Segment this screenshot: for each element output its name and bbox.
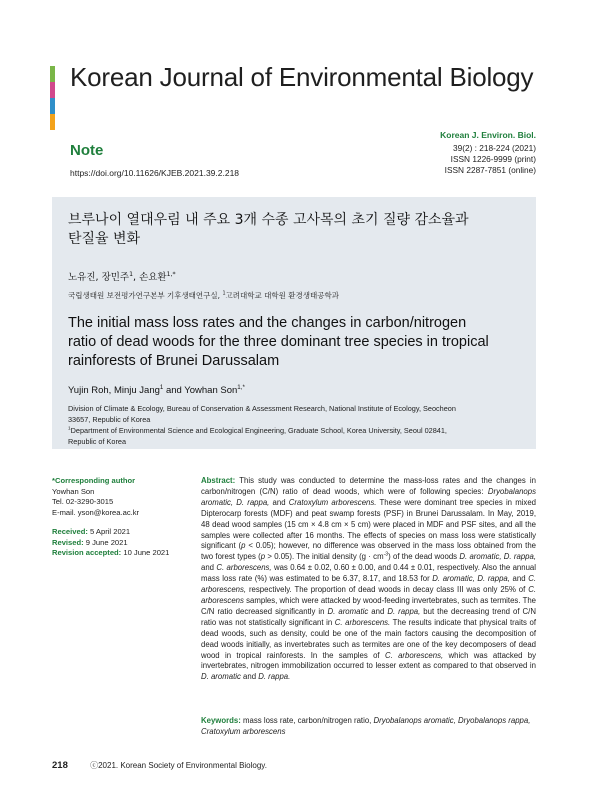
korean-title-line: 브루나이 열대우림 내 주요 3개 수종 고사목의 초기 질량 감소율과 <box>68 212 469 228</box>
revised-date <box>52 538 202 549</box>
author-affil-mark: 1 <box>159 383 164 391</box>
citation-block <box>440 130 536 176</box>
abstract <box>201 476 536 683</box>
affil-number: 1, <box>166 270 173 278</box>
english-authors <box>68 385 522 396</box>
species-name: Cratoxylum arborescens. <box>288 497 377 507</box>
color-bar-segment-pink <box>50 82 55 98</box>
species-name: C. arborescens, <box>384 650 444 660</box>
affiliation-line: 33657, Republic of Korea <box>68 415 151 424</box>
affiliation-text: Department of Environmental Science and Ecological Engineering, Graduate School, Korea University, Seoul 02841, <box>70 426 447 435</box>
english-title <box>68 314 522 371</box>
article-type-label: Note <box>70 142 104 159</box>
author-text: , 손요환 <box>133 272 167 283</box>
color-bar-segment-orange <box>50 114 55 130</box>
keywords-species: Dryobalanops aromatic, Dryobalanops rappa, Cratoxylum arborescens <box>201 716 531 736</box>
abstract-text: ) of the dead woods <box>388 552 460 562</box>
abstract-text: samples, which were attacked by wood-feeding invertebrates, such as termites. The C/N ratio decreased significantly in <box>201 595 536 616</box>
species-name: C. arborescens. <box>334 617 391 627</box>
english-title-line: rainforests of Brunei Darussalam <box>68 353 280 369</box>
affiliation-line: Republic of Korea <box>68 437 127 446</box>
stat-symbol: p <box>241 541 246 551</box>
page-number: 218 <box>52 760 68 771</box>
date-value: 9 June 2021 <box>85 537 128 547</box>
color-bar-segment-green <box>50 66 55 82</box>
affiliation-text: 국립생태원 보전평가연구본부 기후생태연구실, <box>68 291 223 300</box>
abstract-text: which was attacked by invertebrates, nitrogen immobilization occurred to lesser extent as compared to that observed in <box>201 650 536 671</box>
korean-affiliation <box>68 290 522 301</box>
title-box <box>52 197 536 449</box>
species-name: D. aromatic <box>201 672 241 682</box>
author-affil-mark: 1 <box>129 270 134 278</box>
author-text: and Yowhan Son <box>163 385 238 396</box>
author-affil-mark <box>167 271 176 278</box>
date-label: Revision accepted: <box>52 548 122 557</box>
abstract-text: and <box>509 574 529 584</box>
abstract-text: and <box>368 606 388 616</box>
species-name: D. aromatic, D. rappa, <box>459 552 536 562</box>
affil-number: 1, <box>237 383 243 391</box>
affiliation-text: 고려대학교 대학원 환경생태공학과 <box>225 291 339 300</box>
received-date <box>52 527 202 538</box>
abstract-text: and <box>201 563 217 573</box>
date-value: 10 June 2021 <box>123 548 170 557</box>
keywords-label: Keywords: <box>201 716 241 725</box>
date-value: 5 April 2021 <box>90 527 131 536</box>
abstract-text: This study was conducted to determine the mass-loss rates and the changes in carbon/nitrogen (C/N) ratio of dead woods, which were of following species: <box>201 476 536 496</box>
species-name: D. aromatic, D. rappa, <box>432 574 510 584</box>
abstract-text: < 0.05); however, no difference was observed in the mass loss obtained from the two forest types ( <box>201 541 536 562</box>
issn-print: ISSN 1226-9999 (print) <box>450 154 536 164</box>
corresponding-star: * <box>172 270 176 278</box>
species-name: C. arborescens <box>201 585 536 605</box>
species-name: Dryobalanops aromatic, D. rappa, <box>201 486 536 507</box>
author-text: 노유진, 장민주 <box>68 272 130 283</box>
journal-title: Korean Journal of Environmental Biology <box>70 62 534 92</box>
article-info-sidebar <box>52 476 202 559</box>
article-dates <box>52 527 202 559</box>
abstract-text: but the decreasing trend of C/N ratio was not statistically significant in <box>201 606 536 627</box>
abstract-label: Abstract: <box>201 476 236 485</box>
author-affil-mark <box>237 384 245 391</box>
corresponding-author-email[interactable]: E-mail. yson@korea.ac.kr <box>52 507 140 517</box>
species-name: D. aromatic <box>327 606 369 616</box>
korean-authors <box>68 269 522 283</box>
corresponding-author-name: Yowhan Son <box>52 486 95 496</box>
volume-pages: 39(2) : 218-224 (2021) <box>452 143 536 153</box>
abstract-text: and <box>269 497 289 507</box>
korean-title <box>68 211 522 249</box>
author-text: Yujin Roh, Minju Jang <box>68 385 160 396</box>
affiliation-mark: 1 <box>222 290 226 297</box>
doi-link[interactable]: https://doi.org/10.11626/KJEB.2021.39.2.218 <box>70 168 240 178</box>
species-name: D. rappa. <box>258 672 291 682</box>
english-affiliations <box>68 403 522 447</box>
accepted-date <box>52 548 202 559</box>
affiliation-mark: 1 <box>68 426 71 432</box>
unit-exponent: -3 <box>383 551 389 558</box>
abstract-text: These were dominant tree species in mixed Dipterocarp forests (MDF) and peat swamp forests (PSF) in Brunei Darussalam. In May, 2019, 48 dead wood samples (15 cm × 4.8 cm × 5 cm) were placed in MDF and PSF sites, and all the samples were collected after 16 months. The effects of species on mass loss were statistically significant ( <box>201 497 536 551</box>
stat-symbol: p <box>260 552 266 562</box>
issn-online: ISSN 2287-7851 (online) <box>444 165 536 175</box>
species-name: C. arborescens, <box>216 563 272 573</box>
date-label: Revised: <box>52 537 84 547</box>
affiliation-line: Division of Climate & Ecology, Bureau of Conservation & Assessment Research, National Institute of Ecology, Seocheon <box>68 404 456 413</box>
color-bar-segment-blue <box>50 98 55 114</box>
keywords-text: mass loss rate, carbon/nitrogen ratio, <box>240 716 374 725</box>
journal-abbreviation: Korean J. Environ. Biol. <box>440 130 536 140</box>
affiliation-line <box>68 425 522 436</box>
abstract-text: and <box>240 672 259 682</box>
corresponding-author-label: *Corresponding author <box>52 476 136 485</box>
korean-title-line: 탄질율 변화 <box>68 231 141 247</box>
journal-color-bar <box>50 66 55 130</box>
species-name: C. arborescens, <box>201 574 537 595</box>
keywords <box>201 715 536 737</box>
abstract-text: > 0.05). The initial density (g · cm <box>265 552 384 562</box>
abstract-text: The results indicate that physical traits of dead woods, such as density, could be one of the main factors causing the decomposition of dead woods initially, as invertebrates such as termites are one of the key decomposers of dead wood in tropical rainforests. In the samples of <box>201 617 536 660</box>
english-title-line: The initial mass loss rates and the changes in carbon/nitrogen <box>68 315 467 331</box>
species-name: D. rappa, <box>387 606 421 616</box>
date-label: Received: <box>52 527 88 536</box>
corresponding-star: * <box>242 383 245 391</box>
corresponding-author-tel: Tel. 02-3290-3015 <box>52 497 114 506</box>
page-footer <box>52 760 267 771</box>
copyright: ⓒ2021. Korean Society of Environmental Biology. <box>90 761 267 770</box>
english-title-line: ratio of dead woods for the three dominant tree species in tropical <box>68 334 489 350</box>
abstract-text: was 0.64 ± 0.02, 0.60 ± 0.00, and 0.44 ± 0.01, respectively. Also the annual mass loss rate (%) was estimated to be 6.37, 8.17, and 18.53 for <box>201 563 536 584</box>
abstract-text: respectively. The proportion of dead woods in decay class III was only 25% of <box>246 585 529 595</box>
